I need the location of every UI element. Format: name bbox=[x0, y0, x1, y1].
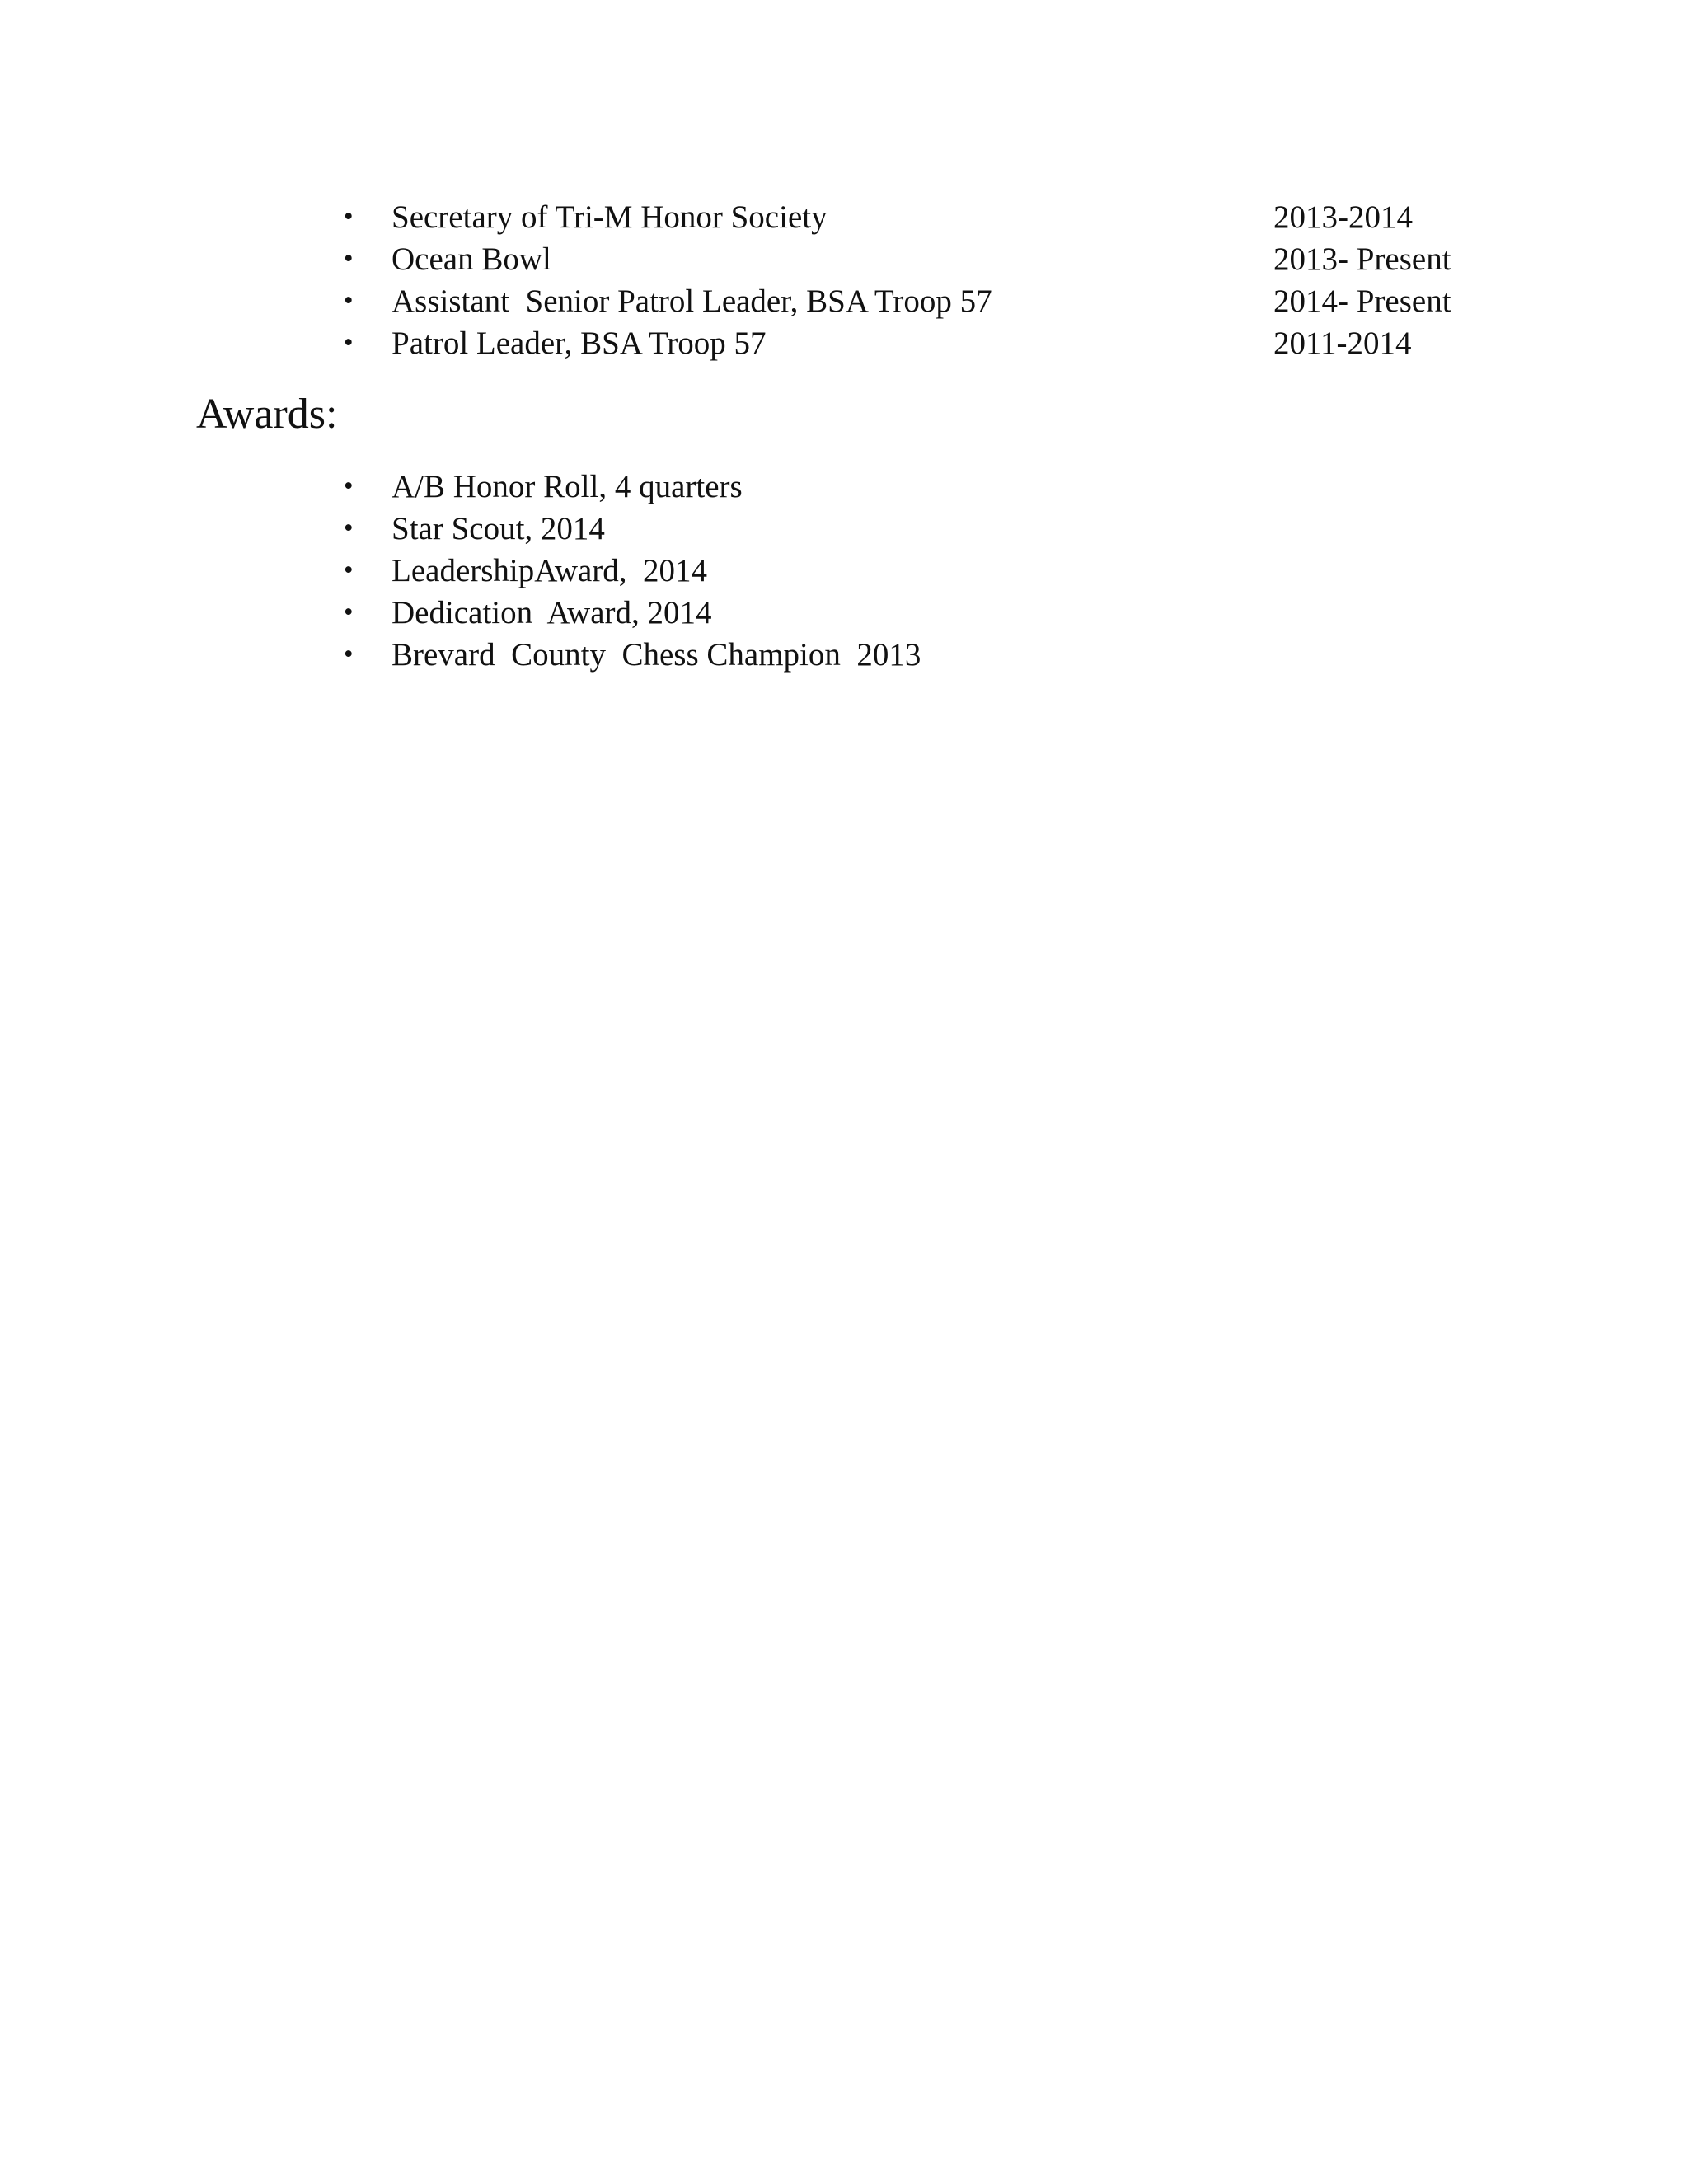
award-label: LeadershipAward, 2014 bbox=[392, 553, 708, 588]
bullet-icon: • bbox=[344, 513, 354, 543]
activity-dates: 2013-2014 bbox=[1273, 199, 1413, 235]
list-item bbox=[0, 634, 1688, 676]
list-item bbox=[0, 196, 1688, 238]
bullet-icon: • bbox=[344, 471, 354, 501]
bullet-icon: • bbox=[344, 555, 354, 585]
list-item bbox=[0, 322, 1688, 364]
list-item bbox=[0, 592, 1688, 634]
award-label: A/B Honor Roll, 4 quarters bbox=[392, 469, 743, 504]
bullet-icon: • bbox=[344, 598, 354, 627]
award-label: Star Scout, 2014 bbox=[392, 511, 605, 546]
bullet-icon: • bbox=[344, 286, 354, 316]
list-item bbox=[0, 508, 1688, 550]
activities-list bbox=[0, 196, 1688, 364]
award-label: Dedication Award, 2014 bbox=[392, 595, 712, 630]
activity-dates: 2014- Present bbox=[1273, 284, 1451, 319]
awards-heading: Awards: bbox=[196, 391, 338, 438]
activity-label: Secretary of Tri-M Honor Society bbox=[392, 199, 828, 235]
bullet-icon: • bbox=[344, 640, 354, 669]
bullet-icon: • bbox=[344, 244, 354, 274]
activity-dates: 2013- Present bbox=[1273, 241, 1451, 277]
list-item bbox=[0, 466, 1688, 508]
awards-list bbox=[0, 466, 1688, 676]
list-item bbox=[0, 280, 1688, 322]
award-label: Brevard County Chess Champion 2013 bbox=[392, 637, 921, 673]
activity-label: Ocean Bowl bbox=[392, 241, 551, 277]
activity-dates: 2011-2014 bbox=[1273, 326, 1412, 361]
list-item bbox=[0, 550, 1688, 592]
activity-label: Assistant Senior Patrol Leader, BSA Troop 57 bbox=[392, 284, 992, 319]
bullet-icon: • bbox=[344, 328, 354, 358]
activity-label: Patrol Leader, BSA Troop 57 bbox=[392, 326, 767, 361]
bullet-icon: • bbox=[344, 202, 354, 232]
list-item bbox=[0, 238, 1688, 280]
